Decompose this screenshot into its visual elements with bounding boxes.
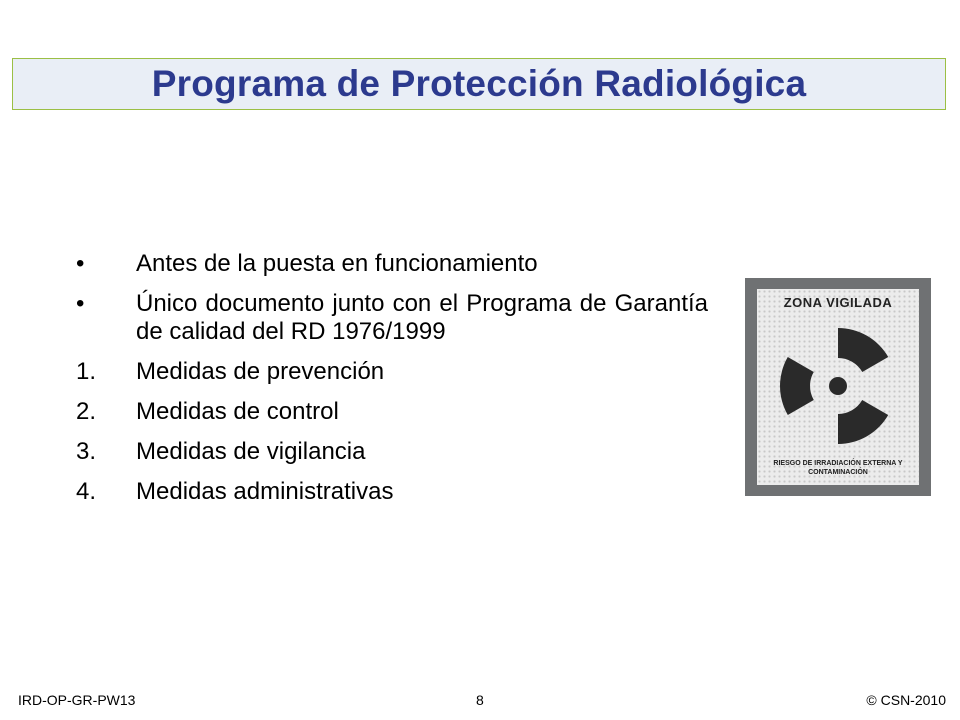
item-text: Medidas de control xyxy=(136,398,339,425)
numbered-item xyxy=(60,398,708,426)
item-number: 3. xyxy=(76,438,97,465)
bullet-item xyxy=(60,250,708,278)
warning-sign-image xyxy=(745,278,931,496)
slide-title: Programa de Protección Radiológica xyxy=(151,63,807,104)
bullet-text: Antes de la puesta en funcionamiento xyxy=(136,250,538,277)
title-banner xyxy=(12,58,946,110)
numbered-item xyxy=(60,478,708,506)
bullet-text: Único documento junto con el Programa de Garantía de calidad del RD 1976/1999 xyxy=(136,290,708,345)
item-text: Medidas de vigilancia xyxy=(136,438,366,465)
item-text: Medidas de prevención xyxy=(136,358,385,385)
item-text: Medidas administrativas xyxy=(136,478,394,505)
item-number: 1. xyxy=(76,358,97,385)
sign-heading: ZONA VIGILADA xyxy=(783,295,893,310)
numbered-item xyxy=(60,438,708,466)
document-code: IRD-OP-GR-PW13 xyxy=(18,692,136,708)
radiation-trefoil-icon xyxy=(757,289,919,485)
copyright: © CSN-2010 xyxy=(866,692,946,708)
numbered-item xyxy=(60,358,708,386)
slide-body xyxy=(60,250,708,518)
sign-caption: RIESGO DE IRRADIACIÓN EXTERNA Y CONTAMINACIÓN xyxy=(773,460,903,476)
bullet-icon: • xyxy=(76,290,85,317)
bullet-icon: • xyxy=(76,250,85,277)
item-number: 4. xyxy=(76,478,97,505)
page-number: 8 xyxy=(476,692,484,708)
sign-panel xyxy=(757,289,919,485)
item-number: 2. xyxy=(76,398,97,425)
bullet-item xyxy=(60,290,708,346)
